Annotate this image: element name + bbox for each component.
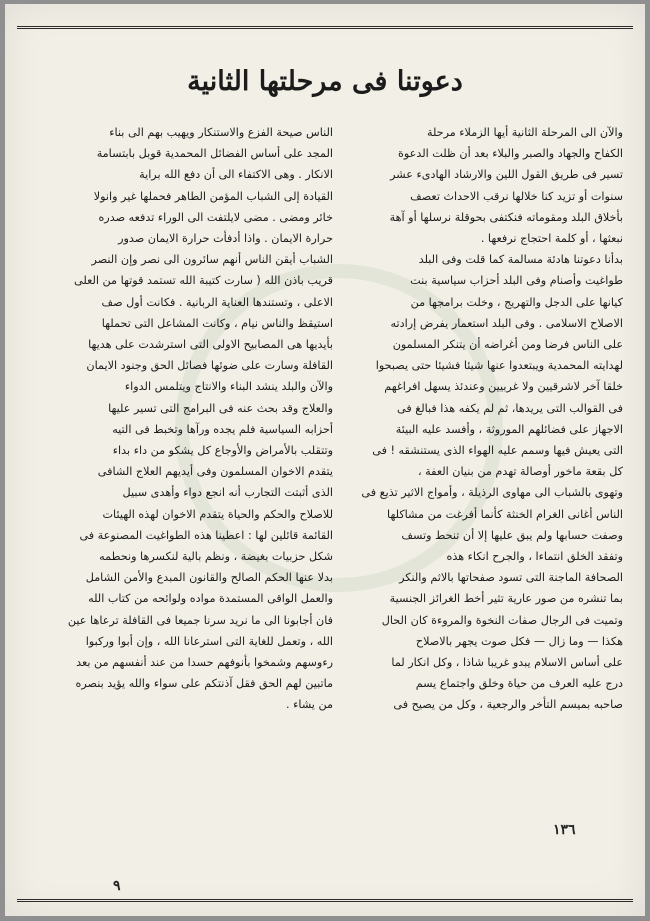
text-line: التى يعيش فيها وسمم عليه الهواء الذى يستنشقه ! فى — [372, 444, 623, 458]
text-line: على أساس الاسلام يبدو غريبا شاذا ، وكل انكار لما — [391, 656, 623, 670]
text-line: خائر ومضى . مضى لايلتفت الى الوراء تدفعه صدره — [98, 210, 333, 224]
text-line: كيانها على الدجل والتهريج ، وخلت برامجها من — [410, 295, 623, 309]
text-line: بدأنا دعوتنا هادئة مسالمة كما قلت وفى البلد — [418, 253, 623, 267]
text-line: فى القوالب التى يريدها، ثم لم يكفه هذا فبالغ فى — [397, 401, 623, 415]
text-line: المجد على أساس الفضائل المحمدية قوبل بابتسامة — [96, 147, 333, 161]
right-text-column — [357, 122, 623, 716]
left-text-column — [67, 122, 333, 716]
text-line: وصفت حسابها ولم يبق عليها إلا أن تنحط وتسف — [401, 528, 623, 542]
text-line: درج عليه العرف من حياة وخلق واجتماع يسم — [415, 677, 623, 691]
text-line: قريب باذن الله ( سارت كتيبة الله تستمد قوتها من العلى — [74, 274, 333, 288]
text-line: والعلاج وقد بحث عنه فى البرامج التى تسير عليها — [108, 401, 333, 415]
text-line: الاجهاز على فضائلهم الموروثة ، وأفسد عليه البيئة — [395, 422, 623, 436]
text-line: استيقظ والناس نيام ، وكانت المشاعل التى تحملها — [101, 316, 333, 330]
text-line: يتقدم الاخوان المسلمون وفى أيديهم العلاج الشافى — [97, 465, 333, 479]
text-line: والعمل الواقى المستمدة مواده ولوائحه من كتاب الله — [88, 592, 333, 606]
text-line: حرارة الايمان . واذا أدفأت حرارة الايمان صدور — [118, 232, 333, 246]
text-line: الناس أغانى الغرام الخنثة كأنما أفرغت من مشاكلها — [387, 507, 623, 521]
text-line: القائمة قائلين لها : اعطينا هذه الطواغيت المصنوعة فى — [79, 528, 333, 542]
text-line: لهدايته المحمدية ويبتعدوا عنها شيئا فشيئا حتى يصبحوا — [375, 359, 623, 373]
text-line: الاصلاح الاسلامى . وفى البلد استعمار يفرض إرادته — [390, 316, 623, 330]
text-line: بدلا عنها الحكم الصالح والقانون المبدع والأمن الشامل — [85, 571, 333, 585]
text-line: على الناس فرضا ومن أغراضه أن يتنكر المسلمون — [392, 338, 623, 352]
text-line: والآن الى المرحلة الثانية أيها الزملاء مرحلة — [426, 126, 623, 139]
text-line: والآن والبلد ينشد البناء والانتاج ويتلمس الدواء — [124, 380, 333, 394]
text-line: سنوات أو تزيد كنا خلالها نرقب الاحداث تعصف — [410, 189, 623, 203]
text-line: طواغيت وأصنام وفى البلد أحزاب سياسية بنت — [410, 274, 623, 288]
text-line: صاحبه بميسم التأخر والرجعية ، وكل من يصيح فى — [393, 698, 623, 712]
page-number-left: ٩ — [113, 878, 121, 894]
text-line: بأخلاق البلد ومقوماته فنكتفى بحوقلة نرسلها أو آهة — [389, 210, 623, 224]
document-page — [5, 4, 645, 916]
text-line: ماتبين لهم الحق فقل آذنتكم على سواء والله يؤيد بنصره — [75, 677, 333, 691]
text-line: نبعثها ، أو كلمة احتجاج نرفعها . — [480, 232, 623, 246]
text-line: الشباب أيقن الناس أنهم سائرون الى نصر وإن النصر — [91, 253, 333, 267]
text-line: الناس صيحة الفزع والاستنكار ويهيب بهم الى بناء — [109, 126, 333, 139]
text-line: الله ، وتعمل للغاية التى استرعانا الله ، وإن أبوا وركبوا — [85, 634, 333, 648]
page-number-right: ١٣٦ — [553, 822, 576, 838]
text-line: خلقا آخر لاشرقيين ولا غربيين وعندئذ يسهل افراغهم — [384, 380, 623, 394]
text-line: القيادة إلى الشباب المؤمن الطاهر فحملها غير وانولا — [93, 189, 333, 203]
text-line: شكل حزبيات بغيضة ، ونظم بالية لنكسرها ونحطمه — [99, 550, 333, 564]
text-line: الكفاح والجهاد والصبر والبلاء بعد أن ظلت الدعوة — [398, 147, 623, 161]
text-line: الصحافة الماجنة التى تسود صفحاتها بالاثم والنكر — [399, 571, 623, 585]
text-line: كل بقعة ماخور أوصالة تهدم من بنيان العفة ، — [418, 465, 623, 479]
text-line: وتتقلب بالأمراض والأوجاع كل يشكو من داء بداء — [112, 444, 333, 458]
text-line: من يشاء . — [286, 698, 333, 712]
text-line: الذى أثبتت التجارب أنه انجع دواء وأهدى سبيل — [122, 486, 333, 500]
article-title: دعوتنا فى مرحلتها الثانية — [187, 66, 463, 97]
text-line: بما تنشره من صور عارية تثير أخط الغرائز الجنسية — [389, 592, 623, 606]
text-line: الانكار . وهى الاكتفاء الى أن دفع الله براية — [139, 168, 333, 182]
text-line: هكذا — وما زال — فكل صوت يجهر بالاصلاح — [415, 634, 623, 648]
text-line: فان أجابونا الى ما نريد سرنا جميعا فى القافلة ترعاها عين — [67, 613, 333, 627]
text-line: الاعلى ، وتستندها العناية الربانية . فكانت أول صف — [101, 295, 333, 309]
text-line: وتهوى بالشباب الى مهاوى الرذيلة ، وأمواج الاثير تذيع فى — [361, 486, 623, 500]
text-line: رءوسهم وشمخوا بأنوفهم حسدا من عند أنفسهم من بعد — [76, 656, 333, 670]
text-line: تسير فى طريق القول اللين والارشاد الهادىء عشر — [390, 168, 623, 182]
text-line: القافلة وسارت على ضوئها فصائل الحق وجنود الايمان — [86, 359, 333, 373]
top-rule — [17, 26, 633, 29]
text-line: للاصلاح والحكم والحياة يتقدم الاخوان لهذه الهيئات — [102, 507, 333, 521]
text-line: أحزابه السياسية فلم يجده ورآها وتخبط فى التيه — [112, 422, 333, 436]
bottom-rule — [17, 899, 633, 902]
text-line: وتفقد الخلق انتماءا ، والجرح انكاء هذه — [446, 550, 623, 564]
text-line: وتميت فى الرجال صفات النخوة والمروءة كان الحال — [381, 613, 623, 627]
text-line: بأيديها هى المصابيح الاولى التى استرشدت على هديها — [88, 338, 333, 352]
